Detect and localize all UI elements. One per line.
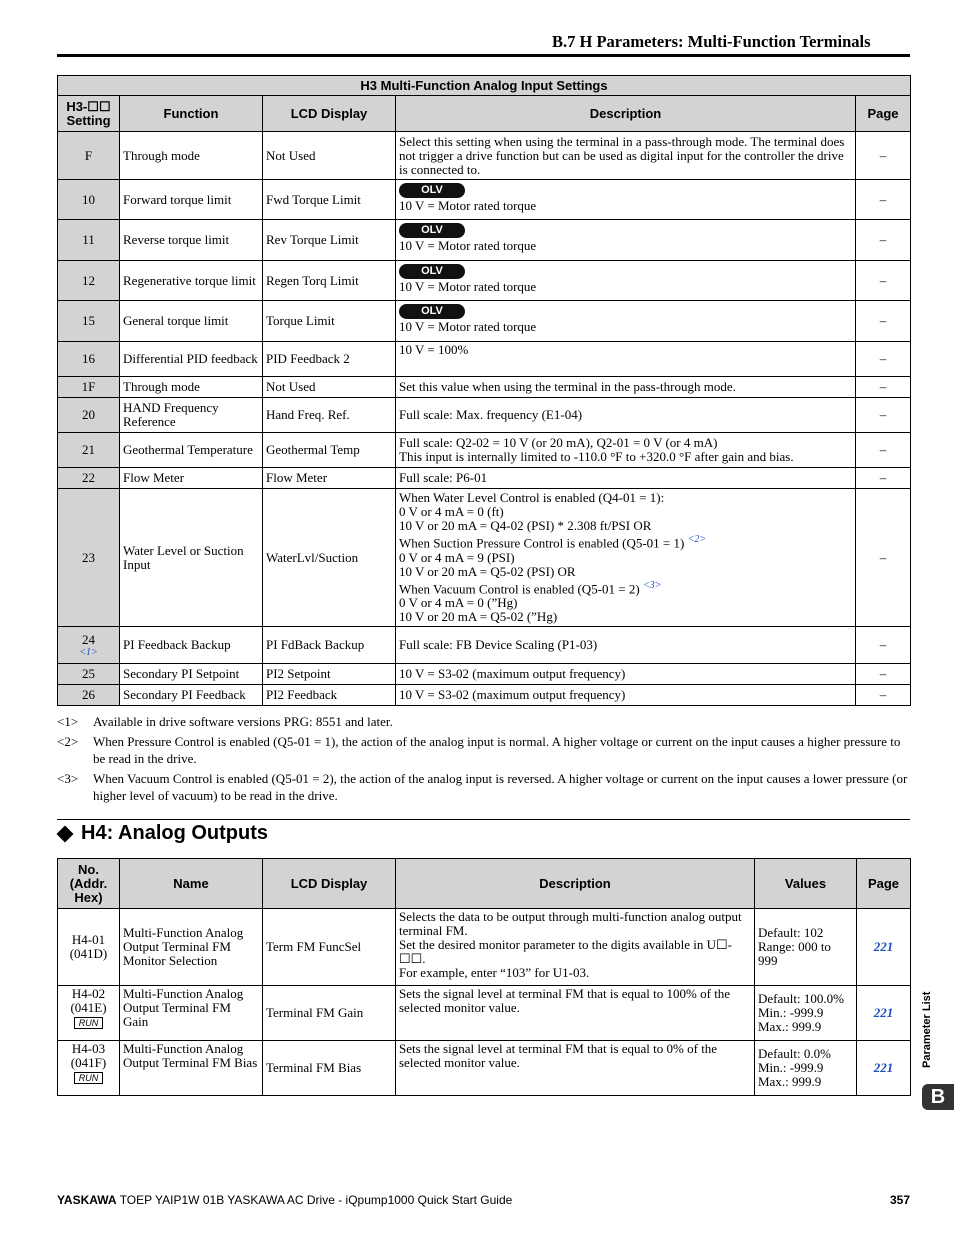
description-text: 10 V = Motor rated torque <box>399 238 537 253</box>
value-text: Max.: 999.9 <box>758 1019 822 1034</box>
page-cell: – <box>856 433 911 468</box>
table-row <box>58 132 911 180</box>
description-text: 10 V = Motor rated torque <box>399 319 537 334</box>
description-cell <box>396 986 755 1041</box>
footnote <box>57 733 910 767</box>
description-cell <box>396 132 856 180</box>
footnote-number: <3> <box>57 771 79 786</box>
table-row <box>58 261 911 301</box>
function-cell: Through mode <box>120 377 263 398</box>
table-row <box>58 489 911 627</box>
table-row <box>58 398 911 433</box>
h3-col-header: H3-☐☐ Setting <box>58 96 120 132</box>
function-cell: PI Feedback Backup <box>120 627 263 664</box>
header-rule <box>57 54 910 57</box>
lcd-display-cell: Term FM FuncSel <box>263 909 396 986</box>
description-line <box>399 579 852 596</box>
lcd-display-cell: Hand Freq. Ref. <box>263 398 396 433</box>
description-cell: Full scale: FB Device Scaling (P1-03) <box>396 627 856 664</box>
table-row <box>58 664 911 685</box>
h4-col-header: LCD Display <box>263 859 396 909</box>
olv-badge: OLV <box>399 304 465 319</box>
page-cell: – <box>856 132 911 180</box>
name-cell: Multi-Function Analog Output Terminal FM Bias <box>120 1041 263 1096</box>
parameter-number-cell <box>58 986 120 1041</box>
table-row <box>58 180 911 220</box>
setting-code: F <box>58 132 120 180</box>
table-row <box>58 433 911 468</box>
description-text: Full scale: P6-01 <box>399 470 488 485</box>
parameter-number-cell <box>58 1041 120 1096</box>
values-cell <box>755 1041 857 1096</box>
table-row <box>58 627 911 664</box>
description-text: 10 V or 20 mA = Q5-02 (”Hg) <box>399 608 558 624</box>
description-line <box>399 491 852 505</box>
footnote-number: <1> <box>57 714 79 729</box>
value-text: Min.: -999.9 <box>758 1060 824 1075</box>
description-text: 10 V = 100% <box>399 342 469 357</box>
page-cell: – <box>856 398 911 433</box>
h4-col-header: Page <box>857 859 911 909</box>
page-cell: – <box>856 489 911 627</box>
table-row <box>58 1041 911 1096</box>
description-line <box>399 596 852 610</box>
h4-col-header: Values <box>755 859 857 909</box>
setting-code: 1F <box>58 377 120 398</box>
description-text: 10 V = Motor rated torque <box>399 279 537 294</box>
function-cell: Through mode <box>120 132 263 180</box>
side-tab-label: Parameter List <box>921 991 933 1068</box>
footnote-text: When Pressure Control is enabled (Q5-01 = 1), the action of the analog input is normal. A higher voltage or current on the input causes a higher pressure to be read in the drive. <box>93 734 901 766</box>
h4-col-header: No. (Addr. Hex) <box>58 859 120 909</box>
footnote <box>57 713 910 730</box>
description-cell <box>396 398 856 433</box>
value-text: Default: 100.0% <box>758 991 844 1006</box>
h3-col-header: Function <box>120 96 263 132</box>
lcd-display-cell: Torque Limit <box>263 301 396 342</box>
table-row <box>58 220 911 261</box>
lcd-display-cell: PI2 Setpoint <box>263 664 396 685</box>
description-cell <box>396 433 856 468</box>
value-text: Default: 0.0% <box>758 1046 831 1061</box>
h4-col-header: Name <box>120 859 263 909</box>
page-link[interactable]: 221 <box>873 1060 894 1075</box>
description-cell <box>396 489 856 627</box>
function-cell: HAND Frequency Reference <box>120 398 263 433</box>
h4-section-title <box>57 822 268 845</box>
description-text: Selects the data to be output through multi-function analog output terminal FM. <box>399 909 742 938</box>
function-cell: Secondary PI Setpoint <box>120 664 263 685</box>
footnote-text: When Vacuum Control is enabled (Q5-01 = 2), the action of the analog input is reversed. A higher voltage or current on the input causes a lower pressure (or higher level of vacuum) to be read in the drive. <box>93 771 908 803</box>
h3-table <box>57 75 911 706</box>
description-text: 10 V or 20 mA = Q4-02 (PSI) * 2.308 ft/PSI OR <box>399 518 652 534</box>
run-badge: RUN <box>74 1072 104 1084</box>
olv-badge: OLV <box>399 223 465 238</box>
footer-brand: YASKAWA <box>57 1193 117 1207</box>
olv-badge: OLV <box>399 183 465 198</box>
description-cell <box>396 909 755 986</box>
parameter-address: (041E) <box>70 1000 107 1015</box>
description-cell <box>396 342 856 377</box>
function-cell: Reverse torque limit <box>120 220 263 261</box>
description-line <box>399 565 852 579</box>
description-text: 0 V or 4 mA = 0 (”Hg) <box>399 594 518 610</box>
description-line <box>399 610 852 624</box>
diamond-bullet-icon <box>57 825 74 842</box>
setting-code: 26 <box>58 685 120 706</box>
h3-col-header: Page <box>856 96 911 132</box>
page-number: 357 <box>889 1193 910 1207</box>
parameter-number: H4-03 <box>71 1041 106 1056</box>
table-row <box>58 986 911 1041</box>
description-text: Sets the signal level at terminal FM that is equal to 100% of the selected monitor value. <box>399 986 731 1015</box>
parameter-number-cell <box>58 909 120 986</box>
section-rule <box>57 819 910 820</box>
appendix-tab-b[interactable]: B <box>922 1084 954 1110</box>
description-text: Full scale: Max. frequency (E1-04) <box>399 407 583 422</box>
setting-code: 11 <box>58 220 120 261</box>
description-cell <box>396 180 856 220</box>
footnote-ref-link[interactable]: <1> <box>79 646 98 658</box>
description-cell <box>396 377 856 398</box>
page-cell: – <box>856 685 911 706</box>
footnote-number: <2> <box>57 734 79 749</box>
description-text: 10 V = Motor rated torque <box>399 198 537 213</box>
description-text: 0 V or 4 mA = 0 (ft) <box>399 504 504 520</box>
description-text: Set this value when using the terminal in the pass-through mode. <box>399 379 736 394</box>
run-badge: RUN <box>74 1017 104 1029</box>
description-text: 10 V or 20 mA = Q5-02 (PSI) OR <box>399 563 576 579</box>
value-text: Default: 102 <box>758 925 824 940</box>
lcd-display-cell: PID Feedback 2 <box>263 342 396 377</box>
parameter-address: (041F) <box>70 1055 107 1070</box>
description-cell <box>396 261 856 301</box>
name-cell: Multi-Function Analog Output Terminal FM Gain <box>120 986 263 1041</box>
footer <box>57 1193 512 1207</box>
description-cell <box>396 468 856 489</box>
description-text: For example, enter “103” for U1-03. <box>399 965 590 980</box>
function-cell: Water Level or Suction Input <box>120 489 263 627</box>
function-cell: Flow Meter <box>120 468 263 489</box>
h4-table <box>57 858 911 1096</box>
setting-code-cell <box>58 627 120 664</box>
h3-col-header: Description <box>396 96 856 132</box>
setting-code: 24 <box>82 631 95 647</box>
setting-code: 10 <box>58 180 120 220</box>
page-cell <box>857 986 911 1041</box>
description-line <box>399 505 852 519</box>
page-cell: – <box>856 180 911 220</box>
table-row <box>58 685 911 706</box>
description-text: When Suction Pressure Control is enabled (Q5-01 = 1) <box>399 535 685 551</box>
function-cell: General torque limit <box>120 301 263 342</box>
lcd-display-cell: Regen Torq Limit <box>263 261 396 301</box>
lcd-display-cell: Not Used <box>263 377 396 398</box>
page-cell <box>857 1041 911 1096</box>
table-row <box>58 377 911 398</box>
table-row <box>58 342 911 377</box>
page-cell: – <box>856 342 911 377</box>
setting-code: 22 <box>58 468 120 489</box>
table-row <box>58 468 911 489</box>
lcd-display-cell: Fwd Torque Limit <box>263 180 396 220</box>
description-cell <box>396 220 856 261</box>
lcd-display-cell: Terminal FM Bias <box>263 1041 396 1096</box>
footnote-text: Available in drive software versions PRG: 8551 and later. <box>93 714 393 729</box>
setting-code: 15 <box>58 301 120 342</box>
description-text: Select this setting when using the terminal in a pass-through mode. The terminal does not trigger a drive function but can be used as digital input for the controller the drive is connected to. <box>399 133 845 177</box>
description-line <box>399 519 852 533</box>
table-row <box>58 301 911 342</box>
page-cell: – <box>856 301 911 342</box>
footer-text: TOEP YAIP1W 01B YASKAWA AC Drive - iQpump1000 Quick Start Guide <box>116 1193 513 1207</box>
page-link[interactable]: 221 <box>873 939 894 954</box>
function-cell: Regenerative torque limit <box>120 261 263 301</box>
page-cell: – <box>856 261 911 301</box>
function-cell: Geothermal Temperature <box>120 433 263 468</box>
parameter-number: H4-01 <box>71 932 106 947</box>
setting-code: 23 <box>58 489 120 627</box>
page-cell <box>857 909 911 986</box>
description-line <box>399 551 852 565</box>
description-text: Full scale: Q2-02 = 10 V (or 20 mA), Q2-01 = 0 V (or 4 mA) <box>399 435 718 450</box>
description-text: When Water Level Control is enabled (Q4-01 = 1): <box>399 490 665 506</box>
function-cell: Differential PID feedback <box>120 342 263 377</box>
footnote-ref-link[interactable]: <2> <box>687 534 707 546</box>
description-text: This input is internally limited to -110.0 °F to +320.0 °F after gain and bias. <box>399 449 794 464</box>
h3-col-header: LCD Display <box>263 96 396 132</box>
setting-code: 12 <box>58 261 120 301</box>
parameter-address: (041D) <box>69 946 108 961</box>
h4-title-text: H4: Analog Outputs <box>81 822 269 844</box>
setting-code: 21 <box>58 433 120 468</box>
function-cell: Secondary PI Feedback <box>120 685 263 706</box>
name-cell: Multi-Function Analog Output Terminal FM Monitor Selection <box>120 909 263 986</box>
olv-badge: OLV <box>399 264 465 279</box>
page-cell: – <box>856 664 911 685</box>
values-cell <box>755 986 857 1041</box>
page-cell: – <box>856 220 911 261</box>
lcd-display-cell: PI2 Feedback <box>263 685 396 706</box>
description-text: Sets the signal level at terminal FM that is equal to 0% of the selected monitor value. <box>399 1041 718 1070</box>
value-text: Range: 000 to 999 <box>758 939 831 968</box>
value-text: Max.: 999.9 <box>758 1074 822 1089</box>
description-cell: 10 V = S3-02 (maximum output frequency) <box>396 685 856 706</box>
lcd-display-cell: PI FdBack Backup <box>263 627 396 664</box>
setting-code: 16 <box>58 342 120 377</box>
h4-col-header: Description <box>396 859 755 909</box>
lcd-display-cell: Rev Torque Limit <box>263 220 396 261</box>
setting-code: 20 <box>58 398 120 433</box>
lcd-display-cell: Not Used <box>263 132 396 180</box>
lcd-display-cell: Flow Meter <box>263 468 396 489</box>
description-cell <box>396 1041 755 1096</box>
lcd-display-cell: Geothermal Temp <box>263 433 396 468</box>
values-cell <box>755 909 857 986</box>
lcd-display-cell: WaterLvl/Suction <box>263 489 396 627</box>
page-link[interactable]: 221 <box>873 1005 894 1020</box>
footnote-ref-link[interactable]: <3> <box>642 579 662 591</box>
parameter-number: H4-02 <box>71 986 106 1001</box>
table-row <box>58 909 911 986</box>
page-cell: – <box>856 468 911 489</box>
function-cell: Forward torque limit <box>120 180 263 220</box>
footnote <box>57 770 910 804</box>
lcd-display-cell: Terminal FM Gain <box>263 986 396 1041</box>
setting-code: 25 <box>58 664 120 685</box>
section-header: B.7 H Parameters: Multi-Function Terminals <box>552 32 871 51</box>
description-text: When Vacuum Control is enabled (Q5-01 = 2) <box>399 580 640 596</box>
description-text: 0 V or 4 mA = 9 (PSI) <box>399 549 515 565</box>
value-text: Min.: -999.9 <box>758 1005 824 1020</box>
description-text: Set the desired monitor parameter to the digits available in U☐-☐☐. <box>399 937 732 966</box>
page-cell: – <box>856 377 911 398</box>
page-cell: – <box>856 627 911 664</box>
h3-table-title: H3 Multi-Function Analog Input Settings <box>58 76 911 96</box>
description-cell <box>396 301 856 342</box>
description-cell: 10 V = S3-02 (maximum output frequency) <box>396 664 856 685</box>
description-line <box>399 533 852 550</box>
